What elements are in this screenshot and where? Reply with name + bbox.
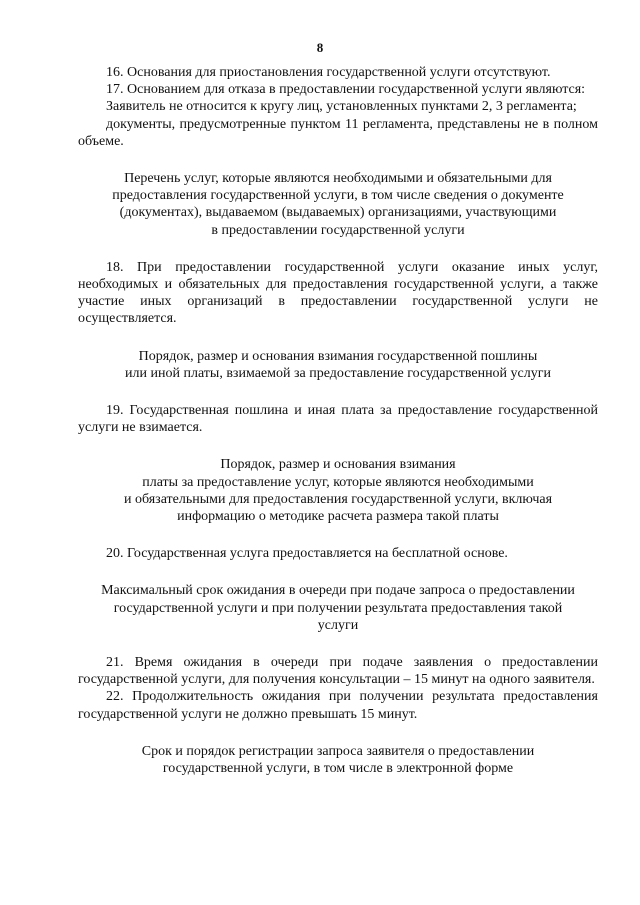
paragraph-17: 17. Основанием для отказа в предоставлении государственной услуги являются:: [106, 82, 586, 98]
heading-line: (документах), выдаваемом (выдаваемых) организациями, участвующими: [119, 205, 557, 221]
heading-line: платы за предоставление услуг, которые являются необходимыми: [142, 474, 534, 490]
heading-line: Срок и порядок регистрации запроса заявителя о предоставлении: [141, 743, 535, 759]
heading-registration: [78, 743, 598, 777]
heading-line: государственной услуги и при получении результата предоставления такой: [113, 600, 563, 616]
heading-line: государственной услуги, в том числе в электронной форме: [162, 761, 514, 777]
heading-state-fee: [78, 348, 598, 382]
heading-required-services: [78, 170, 598, 239]
paragraph-20: 20. Государственная услуга предоставляется на бесплатной основе.: [106, 546, 508, 562]
paragraph-18: 18. При предоставлении государственной услуги оказание иных услуг, необходимых и обязательных для предоставления государственной услуги, а также участие иных организаций в предоставлении государственной услуги не осуществляется.: [78, 259, 598, 327]
heading-line: Перечень услуг, которые являются необходимыми и обязательными для: [124, 171, 552, 187]
document-body: [78, 64, 598, 777]
heading-line: в предоставлении государственной услуги: [211, 222, 465, 238]
paragraph-19: 19. Государственная пошлина и иная плата за предоставление государственной услуги не взимается.: [78, 403, 598, 436]
heading-line: или иной платы, взимаемой за предоставление государственной услуги: [125, 365, 551, 381]
heading-line: информацию о методике расчета размера такой платы: [177, 509, 499, 525]
heading-fee-for-services: [78, 456, 598, 525]
paragraph-17-item-1: Заявитель не относится к кругу лиц, установленных пунктами 2, 3 регламента;: [106, 99, 577, 115]
paragraph-16: 16. Основания для приостановления государственной услуги отсутствуют.: [106, 65, 551, 80]
heading-line: предоставления государственной услуги, в том числе сведения о документе: [112, 188, 564, 204]
heading-line: Порядок, размер и основания взимания государственной пошлины: [138, 348, 538, 364]
paragraph-22: 22. Продолжительность ожидания при получении результата предоставления государственной услуги не должно превышать 15 минут.: [78, 689, 598, 722]
heading-line: и обязательными для предоставления государственной услуги, включая: [123, 491, 553, 507]
page-number: 8: [316, 40, 324, 55]
heading-line: Порядок, размер и основания взимания: [220, 457, 456, 473]
heading-line: Максимальный срок ожидания в очереди при подаче запроса о предоставлении: [101, 583, 575, 599]
heading-line: услуги: [317, 617, 359, 633]
paragraph-17-item-2: документы, предусмотренные пунктом 11 регламента, представлены не в полном объеме.: [78, 116, 598, 149]
heading-queue-time: [78, 582, 598, 634]
paragraph-21: 21. Время ожидания в очереди при подаче заявления о предоставлении государственной услуги, для получения консультации – 15 минут на одного заявителя.: [78, 655, 598, 688]
